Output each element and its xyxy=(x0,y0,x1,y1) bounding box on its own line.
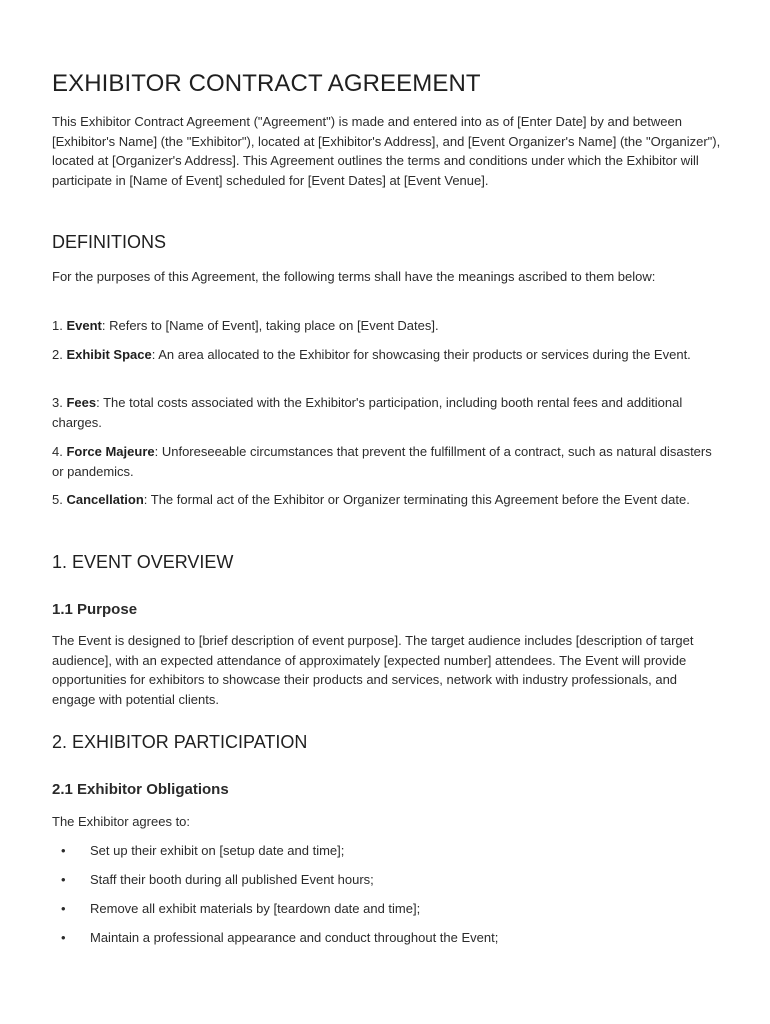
definition-number: 3. xyxy=(52,395,67,410)
definition-number: 1. xyxy=(52,318,67,333)
definition-item xyxy=(52,442,722,481)
bullet-icon: • xyxy=(61,872,66,887)
section2-subheading: 2.1 Exhibitor Obligations xyxy=(52,781,229,798)
section1-body: The Event is designed to [brief description of event purpose]. The target audience includes [description of target audience], with an expected attendance of approximately [expected number] attendees. The Event will provide opportunities for exhibitors to showcase their products and services, network with industry professionals, and engage with potential clients. xyxy=(52,633,694,707)
definition-term: Fees xyxy=(66,395,97,410)
section1-subheading: 1.1 Purpose xyxy=(52,601,138,618)
definition-desc: : Unforeseeable circumstances that prevent the fulfillment of a contract, such as natural disasters or pandemics. xyxy=(52,444,712,479)
definition-item xyxy=(52,490,722,510)
list-item-text: Remove all exhibit materials by [teardown date and time]; xyxy=(90,901,421,916)
bullet-icon: • xyxy=(61,843,66,858)
definition-term: Cancellation xyxy=(66,492,144,507)
definition-term: Event xyxy=(66,318,102,333)
definition-item xyxy=(52,345,722,365)
definition-desc: : Refers to [Name of Event], taking place on [Event Dates]. xyxy=(101,318,439,333)
definition-number: 4. xyxy=(52,444,67,459)
list-item-text: Set up their exhibit on [setup date and time]; xyxy=(90,843,345,858)
definition-number: 2. xyxy=(52,347,67,362)
definitions-heading: DEFINITIONS xyxy=(52,232,167,252)
definition-item xyxy=(52,316,722,336)
definition-item xyxy=(52,393,722,432)
list-item-text: Maintain a professional appearance and conduct throughout the Event; xyxy=(90,930,499,945)
section2-lead: The Exhibitor agrees to: xyxy=(52,814,191,829)
definition-term: Exhibit Space xyxy=(66,347,152,362)
definition-desc: : An area allocated to the Exhibitor for showcasing their products or services during the Event. xyxy=(151,347,691,362)
definitions-lead: For the purposes of this Agreement, the following terms shall have the meanings ascribed to them below: xyxy=(52,269,656,284)
bullet-icon: • xyxy=(61,901,66,916)
list-item-text: Staff their booth during all published Event hours; xyxy=(90,872,374,887)
section2-heading: 2. EXHIBITOR PARTICIPATION xyxy=(52,732,308,752)
bullet-icon: • xyxy=(61,930,66,945)
definition-term: Force Majeure xyxy=(66,444,155,459)
document-title: EXHIBITOR CONTRACT AGREEMENT xyxy=(52,70,481,97)
definition-number: 5. xyxy=(52,492,67,507)
definition-desc: : The formal act of the Exhibitor or Organizer terminating this Agreement before the Event date. xyxy=(143,492,690,507)
intro-paragraph: This Exhibitor Contract Agreement ("Agreement") is made and entered into as of [Enter Date] by and between [Exhibitor's Name] (the "Exhibitor"), located at [Exhibitor's Address], and [Event Organizer's Name] (the "Organizer"), located at [Organizer's Address]. This Agreement outlines the terms and conditions under which the Exhibitor will participate in [Name of Event] scheduled for [Event Dates] at [Event Venue]. xyxy=(52,114,721,188)
section1-heading: 1. EVENT OVERVIEW xyxy=(52,552,234,572)
definition-desc: : The total costs associated with the Exhibitor's participation, including booth rental fees and additional charges. xyxy=(52,395,683,430)
